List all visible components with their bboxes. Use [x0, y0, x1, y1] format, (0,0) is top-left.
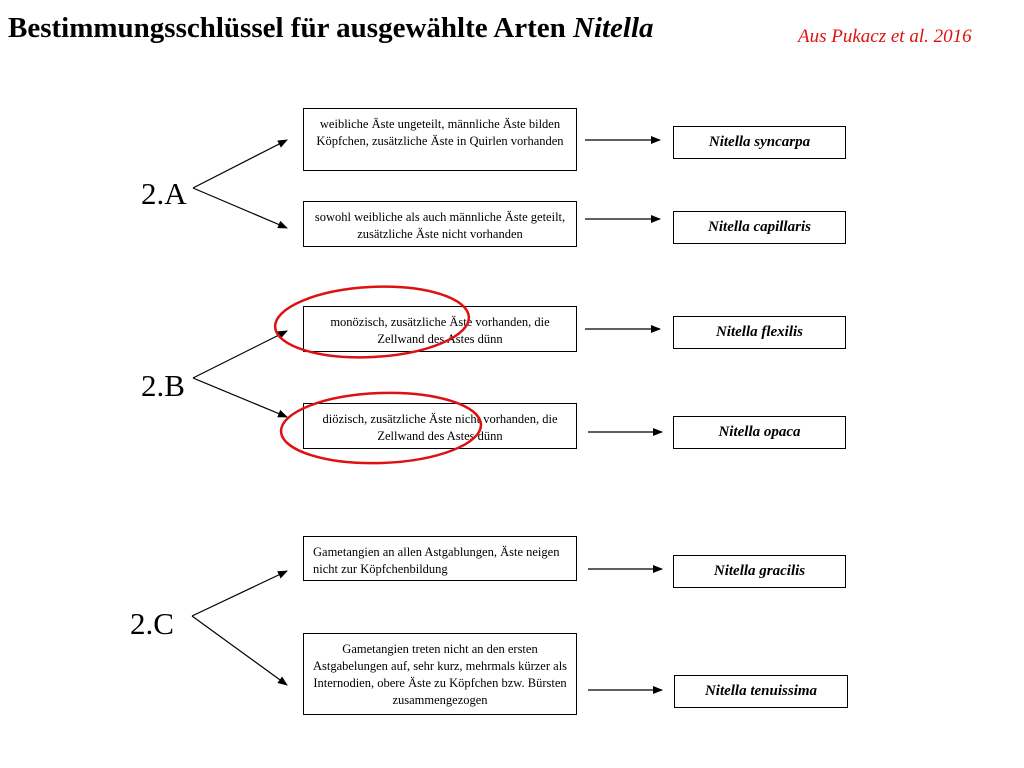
branch-arrow-2b-2 — [193, 378, 287, 417]
description-box-2c-1: Gametangien an allen Astgablungen, Äste neigen nicht zur Köpfchenbildung — [303, 536, 577, 581]
branch-arrow-2c-2 — [192, 616, 287, 685]
description-box-2b-2: diözisch, zusätzliche Äste nicht vorhanden, die Zellwand des Astes dünn — [303, 403, 577, 449]
branch-arrow-2b-1 — [193, 331, 287, 378]
source-citation: Aus Pukacz et al. 2016 — [798, 26, 972, 47]
title-main: Bestimmungsschlüssel für ausgewählte Arten — [8, 12, 573, 44]
description-box-2b-1: monözisch, zusätzliche Äste vorhanden, die Zellwand des Astes dünn — [303, 306, 577, 352]
key-label-2a: 2.A — [141, 176, 187, 211]
species-box-gracilis: Nitella gracilis — [673, 555, 846, 588]
title-genus: Nitella — [573, 12, 654, 44]
key-label-2b: 2.B — [141, 368, 185, 403]
species-box-tenuissima: Nitella tenuissima — [674, 675, 848, 708]
branch-arrow-2a-2 — [193, 188, 287, 228]
key-label-2c: 2.C — [130, 606, 174, 641]
branch-arrow-2c-1 — [192, 571, 287, 616]
species-box-opaca: Nitella opaca — [673, 416, 846, 449]
species-box-flexilis: Nitella flexilis — [673, 316, 846, 349]
description-box-2a-2: sowohl weibliche als auch männliche Äste geteilt, zusätzliche Äste nicht vorhanden — [303, 201, 577, 247]
branch-arrow-2a-1 — [193, 140, 287, 188]
description-box-2a-1: weibliche Äste ungeteilt, männliche Äste bilden Köpfchen, zusätzliche Äste in Quirlen vorhanden — [303, 108, 577, 171]
species-box-capillaris: Nitella capillaris — [673, 211, 846, 244]
species-box-syncarpa: Nitella syncarpa — [673, 126, 846, 159]
description-box-2c-2: Gametangien treten nicht an den ersten Astgabelungen auf, sehr kurz, mehrmals kürzer als Internodien, obere Äste zu Köpfchen bzw. Bürsten zusammengezogen — [303, 633, 577, 715]
